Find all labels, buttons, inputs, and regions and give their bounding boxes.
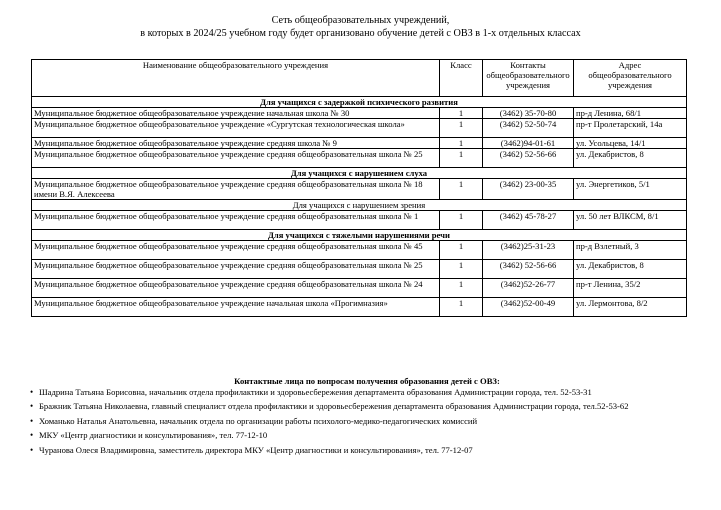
section-header-row — [32, 200, 687, 211]
header-address: Адрес общеобразовательного учреждения — [574, 60, 687, 97]
schools-table — [31, 59, 687, 317]
grade-cell: 1 — [440, 119, 483, 138]
grade-cell: 1 — [440, 298, 483, 317]
address-cell: ул. Лермонтова, 8/2 — [574, 298, 687, 317]
table-row — [32, 179, 687, 200]
phone-cell: (3462)52-00-49 — [483, 298, 574, 317]
school-name-cell: Муниципальное бюджетное общеобразовательное учреждение начальная школа № 30 — [32, 108, 440, 119]
phone-cell: (3462) 52-56-66 — [483, 149, 574, 168]
address-cell: пр-д Ленина, 68/1 — [574, 108, 687, 119]
school-name-cell: Муниципальное бюджетное общеобразовательное учреждение начальная школа «Прогимназия» — [32, 298, 440, 317]
contact-item: • МКУ «Центр диагностики и консультирования», тел. 77-12-10 — [31, 430, 703, 441]
phone-cell: (3462) 35-70-80 — [483, 108, 574, 119]
header-name: Наименование общеобразовательного учреждения — [32, 60, 440, 97]
grade-cell: 1 — [440, 260, 483, 279]
table-row — [32, 298, 687, 317]
school-name-cell: Муниципальное бюджетное общеобразовательное учреждение средняя школа № 9 — [32, 138, 440, 149]
address-cell: ул. Декабристов, 8 — [574, 260, 687, 279]
phone-cell: (3462) 23-00-35 — [483, 179, 574, 200]
contact-item: • Чуранова Олеся Владимировна, заместитель директора МКУ «Центр диагностики и консультирования», тел. 77-12-07 — [31, 445, 703, 456]
grade-cell: 1 — [440, 279, 483, 298]
grade-cell: 1 — [440, 179, 483, 200]
grade-cell: 1 — [440, 108, 483, 119]
school-name-cell: Муниципальное бюджетное общеобразовательное учреждение средняя общеобразовательная школа № 45 — [32, 241, 440, 260]
contacts-list — [31, 387, 703, 456]
grade-cell: 1 — [440, 149, 483, 168]
address-cell: ул. 50 лет ВЛКСМ, 8/1 — [574, 211, 687, 230]
school-name-cell: Муниципальное бюджетное общеобразовательное учреждение средняя общеобразовательная школа № 1 — [32, 211, 440, 230]
table-row — [32, 211, 687, 230]
table-row — [32, 149, 687, 168]
table-body — [32, 97, 687, 317]
address-cell: ул. Усольцева, 14/1 — [574, 138, 687, 149]
table-row — [32, 279, 687, 298]
title-line-2: в которых в 2024/25 учебном году будет организовано обучение детей с ОВЗ в 1-х отдельных классах — [140, 27, 581, 39]
contacts-heading: Контактные лица по вопросам получения образования детей с ОВЗ: — [234, 376, 500, 386]
section-title: Для учащихся с тяжелыми нарушениями речи — [32, 230, 687, 241]
address-cell: пр-т Ленина, 35/2 — [574, 279, 687, 298]
grade-cell: 1 — [440, 241, 483, 260]
phone-cell: (3462)52-26-77 — [483, 279, 574, 298]
phone-cell: (3462)94-01-61 — [483, 138, 574, 149]
address-cell: пр-д Взлетный, 3 — [574, 241, 687, 260]
section-header-row — [32, 97, 687, 108]
contact-item: • Бражник Татьяна Николаевна, главный специалист отдела профилактики и здоровьесбережения департамента образования Администрации города, тел.52-53-62 — [31, 401, 703, 412]
address-cell: пр-т Пролетарский, 14а — [574, 119, 687, 138]
table-row — [32, 119, 687, 138]
phone-cell: (3462) 45-78-27 — [483, 211, 574, 230]
school-name-cell: Муниципальное бюджетное общеобразовательное учреждение «Сургутская технологическая школа» — [32, 119, 440, 138]
section-title: Для учащихся с задержкой психического развития — [32, 97, 687, 108]
table-header-row — [32, 60, 687, 97]
phone-cell: (3462) 52-56-66 — [483, 260, 574, 279]
phone-cell: (3462) 52-50-74 — [483, 119, 574, 138]
address-cell: ул. Энергетиков, 5/1 — [574, 179, 687, 200]
header-grade: Класс — [440, 60, 483, 97]
school-name-cell: Муниципальное бюджетное общеобразовательное учреждение средняя общеобразовательная школа № 25 — [32, 149, 440, 168]
section-header-row — [32, 168, 687, 179]
table-row — [32, 241, 687, 260]
table-row — [32, 108, 687, 119]
section-title: Для учащихся с нарушением слуха — [32, 168, 687, 179]
title-line-1: Сеть общеобразовательных учреждений, — [271, 15, 450, 26]
header-contacts: Контакты общеобразовательного учреждения — [483, 60, 574, 97]
school-name-cell: Муниципальное бюджетное общеобразовательное учреждение средняя общеобразовательная школа № 25 — [32, 260, 440, 279]
grade-cell: 1 — [440, 211, 483, 230]
table-row — [32, 260, 687, 279]
school-name-cell: Муниципальное бюджетное общеобразовательное учреждение средняя общеобразовательная школа № 24 — [32, 279, 440, 298]
table-row — [32, 138, 687, 149]
page-title — [0, 15, 721, 40]
phone-cell: (3462)25-31-23 — [483, 241, 574, 260]
grade-cell: 1 — [440, 138, 483, 149]
section-header-row — [32, 230, 687, 241]
section-title: Для учащихся с нарушением зрения — [32, 200, 687, 211]
address-cell: ул. Декабристов, 8 — [574, 149, 687, 168]
contact-item: • Хоманько Наталья Анатольевна, начальник отдела по организации работы психолого-медико-педагогических комиссий — [31, 416, 703, 427]
contacts-block — [31, 376, 703, 460]
contact-item: • Шадрина Татьяна Борисовна, начальник отдела профилактики и здоровьесбережения департамента образования Администрации города, тел. 52-53-31 — [31, 387, 703, 398]
school-name-cell: Муниципальное бюджетное общеобразовательное учреждение средняя общеобразовательная школа № 18 имени В.Я. Алексеева — [32, 179, 440, 200]
